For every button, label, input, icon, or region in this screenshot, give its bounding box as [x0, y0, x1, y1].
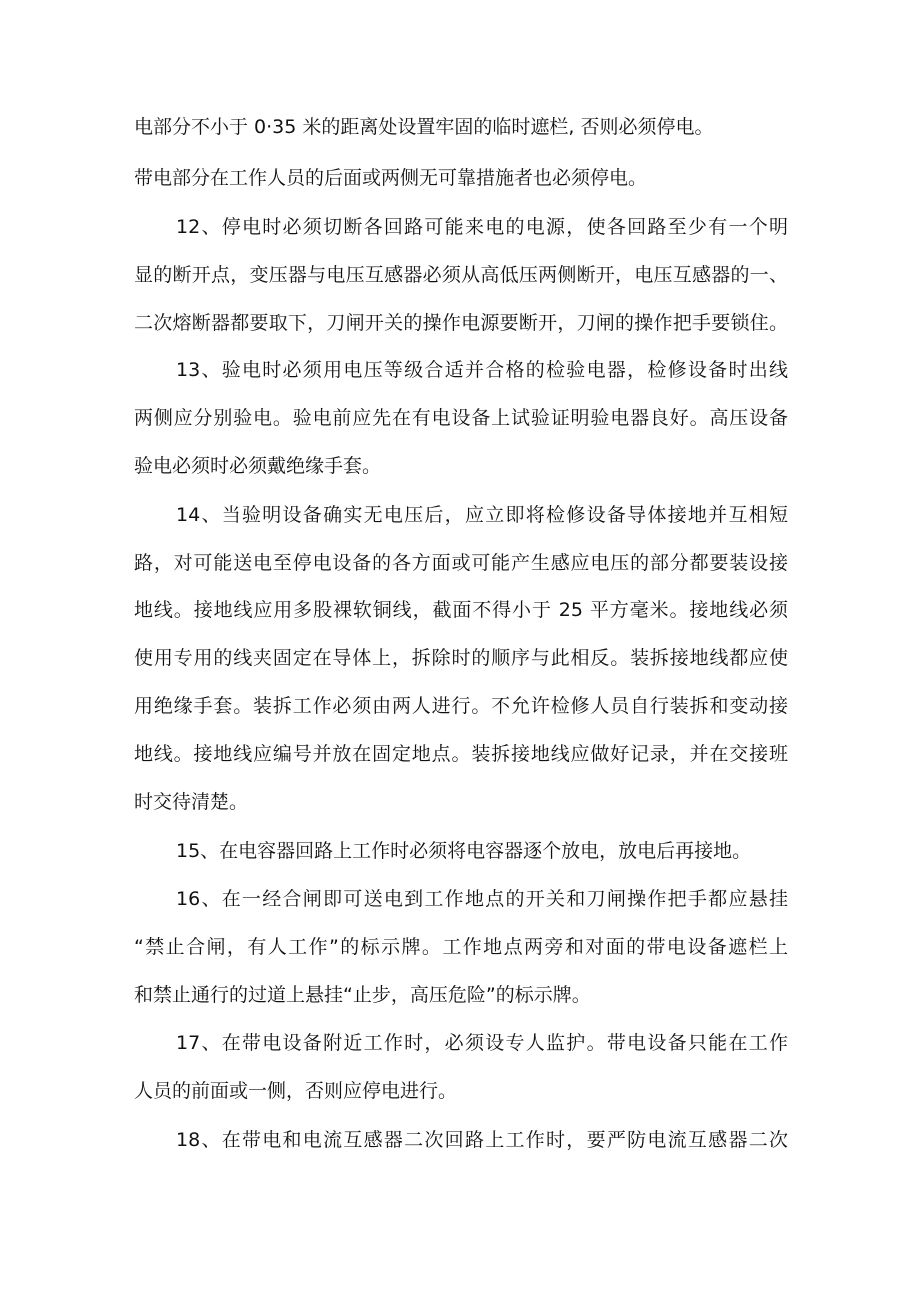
- text-line: 路，对可能送电至停电设备的各方面或可能产生感应电压的部分都要装设接: [134, 552, 788, 574]
- text-line: 时交待清楚。: [134, 791, 249, 813]
- paragraph-16-line-1: 16、在一经合闸即可送电到工作地点的开关和刀闸操作把手都应悬挂: [176, 888, 788, 910]
- paragraph-18-line-1: 18、在带电和电流互感器二次回路上工作时，要严防电流互感器二次: [176, 1129, 788, 1151]
- text-line: 地线。接地线应用多股裸软铜线，截面不得小于 25 平方毫米。接地线必须: [134, 599, 788, 621]
- paragraph-14-line-1: 14、当验明设备确实无电压后，应立即将检修设备导体接地并互相短: [176, 504, 788, 526]
- text-line: 和禁止通行的过道上悬挂“止步，高压危险”的标示牌。: [134, 984, 591, 1006]
- paragraph-12-line-1: 12、停电时必须切断各回路可能来电的电源，使各回路至少有一个明: [176, 216, 788, 238]
- text-line: 电部分不小于 0·35 米的距离处设置牢固的临时遮栏, 否则必须停电。: [134, 116, 714, 138]
- text-line: 人员的前面或一侧，否则应停电进行。: [134, 1080, 458, 1102]
- paragraph-13-line-1: 13、验电时必须用电压等级合适并合格的检验电器，检修设备时出线: [176, 359, 788, 381]
- text-line: “禁止合闸，有人工作”的标示牌。工作地点两旁和对面的带电设备遮栏上: [134, 936, 788, 958]
- text-line: 验电必须时必须戴绝缘手套。: [134, 455, 382, 477]
- text-line: 使用专用的线夹固定在导体上，拆除时的顺序与此相反。装拆接地线都应使: [134, 647, 788, 669]
- text-line: 两侧应分别验电。验电前应先在有电设备上试验证明验电器良好。高压设备: [134, 407, 788, 429]
- text-line: 地线。接地线应编号并放在固定地点。装拆接地线应做好记录，并在交接班: [134, 743, 788, 765]
- paragraph-15-line-1: 15、在电容器回路上工作时必须将电容器逐个放电，放电后再接地。: [176, 840, 752, 862]
- text-line: 显的断开点，变压器与电压互感器必须从高低压两侧断开，电压互感器的一、: [134, 264, 788, 286]
- text-line: 二次熔断器都要取下，刀闸开关的操作电源要断开，刀闸的操作把手要锁住。: [134, 312, 788, 334]
- text-line: 用绝缘手套。装拆工作必须由两人进行。不允许检修人员自行装拆和变动接: [134, 695, 788, 717]
- text-line: 带电部分在工作人员的后面或两侧无可靠措施者也必须停电。: [134, 167, 648, 189]
- paragraph-17-line-1: 17、在带电设备附近工作时，必须设专人监护。带电设备只能在工作: [176, 1032, 788, 1054]
